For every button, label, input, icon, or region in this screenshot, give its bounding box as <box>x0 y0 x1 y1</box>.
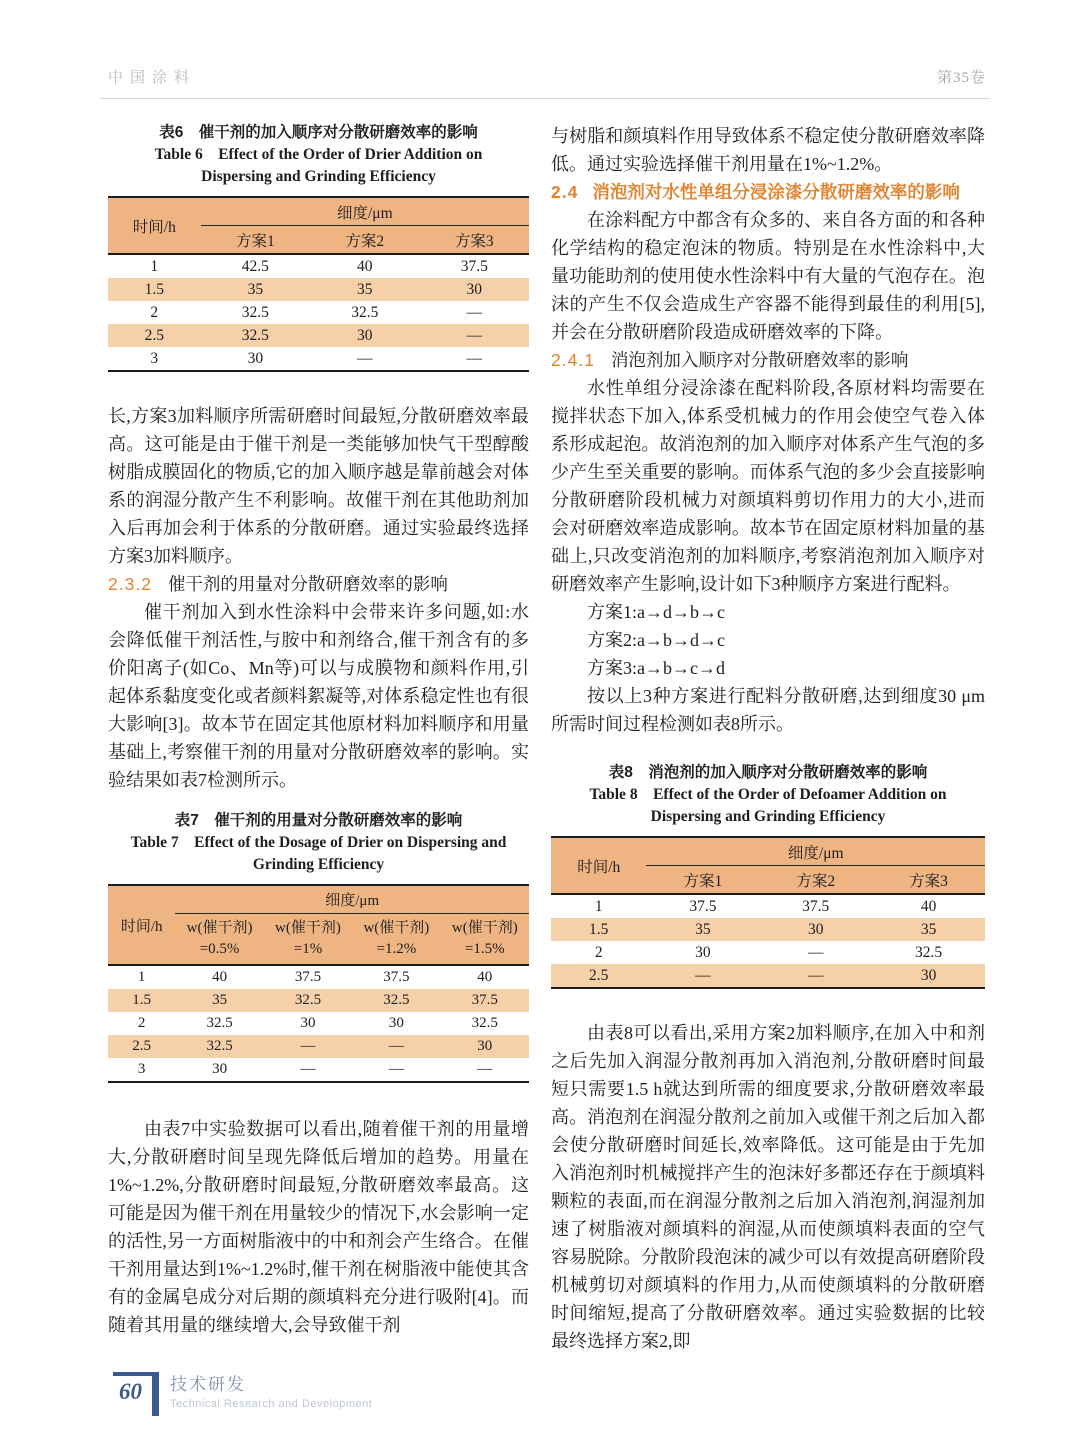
paragraph-foam-intro: 在涂料配方中都含有众多的、来自各方面的和各种化学结构的稳定泡沫的物质。特别是在水性涂料中,大量功能助剂的使用使水性涂料中有大量的气泡存在。泡沫的产生不仅会造成生产容器不能得到最佳的利用[5],并会在分散研磨阶段造成研磨效率的下降。 <box>551 210 985 342</box>
table-cell: 30 <box>759 918 872 941</box>
table7-col-dosage-15 <box>441 914 529 966</box>
scheme-line-1: 方案1:a→d→b→c <box>587 602 725 622</box>
table8-col-scheme1: 方案1 <box>646 866 759 895</box>
paragraph-continuation-right: 与树脂和颜填料作用导致体系不稳定使分散研磨效率降低。通过实验选择催干剂用量在1%~1.2%。 <box>551 126 985 174</box>
table-cell: 2.5 <box>108 1035 175 1058</box>
table8-caption <box>551 762 985 828</box>
table6-caption <box>108 122 529 188</box>
table6-header <box>108 197 529 254</box>
table-cell: 42.5 <box>241 257 269 275</box>
table-row <box>108 254 529 278</box>
table-cell: 32.5 <box>175 1035 263 1058</box>
heading-2-4-title: 消泡剂对水性单组分浸涂漆分散研磨效率的影响 <box>592 182 960 202</box>
table-cell: 40 <box>477 969 493 985</box>
table7-caption <box>108 810 529 876</box>
table-row <box>108 989 529 1012</box>
heading-2-3-2-number: 2.3.2 <box>108 574 152 594</box>
table-row <box>551 918 985 941</box>
table-cell: 3 <box>137 1061 146 1077</box>
table7-col-dosage-12 <box>352 914 440 966</box>
table-cell: 1 <box>137 969 146 985</box>
table-cell: 37.5 <box>294 969 322 985</box>
table8-col-scheme3: 方案3 <box>872 866 985 895</box>
table-cell: 30 <box>310 324 419 347</box>
table8 <box>551 836 985 989</box>
table7 <box>108 884 529 1083</box>
page-footer <box>113 1372 372 1416</box>
table-cell: 32.5 <box>241 303 269 321</box>
left-column <box>108 122 529 1339</box>
table-cell: — <box>477 1061 493 1077</box>
paragraph-scheme-test: 按以上3种方案进行配料分散研磨,达到细度30 μm所需时间过程检测如表8所示。 <box>551 686 985 734</box>
table-row <box>108 347 529 371</box>
table8-header <box>551 837 985 894</box>
footer-section-en: Technical Research and Development <box>170 1398 373 1410</box>
paragraph-defoamer-order: 水性单组分浸涂漆在配料阶段,各原材料均需要在搅拌状态下加入,体系受机械力的作用会使空气卷入体系形成起泡。故消泡剂的加入顺序对体系产生气泡的多少产生至关重要的影响。而体系气泡的多少会直接影响分散研磨阶段机械力对颜填料剪切作用力的大小,进而会对研磨效率造成影响。故本节在固定原材料加量的基础上,只改变消泡剂的加料顺序,考察消泡剂加入顺序对研磨效率产生影响,设计如下3种顺序方案进行配料。 <box>551 378 985 594</box>
table-cell: 32.5 <box>352 989 440 1012</box>
table-row <box>551 894 985 918</box>
table8-col-time: 时间/h <box>551 837 646 894</box>
heading-2-3-2 <box>108 570 529 598</box>
volume-label: 第35卷 <box>936 70 986 86</box>
table7-col-time: 时间/h <box>108 885 175 965</box>
table-cell: 35 <box>175 989 263 1012</box>
table-cell: 1.5 <box>108 989 175 1012</box>
table-cell: 30 <box>300 1015 316 1031</box>
table-cell: 30 <box>695 943 711 961</box>
table-cell: — <box>466 303 482 321</box>
table-cell: 35 <box>872 918 985 941</box>
table8-body <box>551 894 985 988</box>
table8-col-span: 细度/μm <box>646 837 985 866</box>
table-cell: 37.5 <box>802 897 830 915</box>
table-cell: 2.5 <box>551 964 646 988</box>
footer-divider-bar <box>152 1372 159 1416</box>
table7-caption-cn: 表7 催干剂的用量对分散研磨效率的影响 <box>174 812 463 829</box>
table-cell: — <box>420 324 529 347</box>
table-cell: 40 <box>212 969 228 985</box>
table7-col-dosage-1-line2: =1% <box>293 941 323 957</box>
heading-2-4-number: 2.4 <box>551 182 579 202</box>
table-cell: — <box>357 349 373 367</box>
table-row <box>108 1035 529 1058</box>
table-row <box>108 1058 529 1082</box>
footer-section-cn: 技术研发 <box>170 1375 246 1394</box>
table-cell: 1 <box>594 897 603 915</box>
table-row <box>108 1012 529 1035</box>
table-cell: 37.5 <box>460 257 488 275</box>
table-cell: — <box>388 1061 404 1077</box>
table6-caption-cn: 表6 催干剂的加入顺序对分散研磨效率的影响 <box>159 124 478 141</box>
paragraph-continuation-left: 长,方案3加料顺序所需研磨时间最短,分散研磨效率最高。这可能是由于催干剂是一类能够加快气干型醇酸树脂成膜固化的物质,它的加入顺序越是靠前越会对体系的润湿分散产生不利影响。故催干剂在其他助剂加入后再加会利于体系的分散研磨。通过实验最终选择方案3加料顺序。 <box>108 406 529 566</box>
paragraph-table8-discussion: 由表8可以看出,采用方案2加料顺序,在加入中和剂之后先加入润湿分散剂再加入消泡剂,分散研磨时间最短只需要1.5 h就达到所需的细度要求,分散研磨效率最高。消泡剂在润湿分散剂之前加入或催干剂之后加入都会使分散研磨时间延长,效率降低。这可能是由于先加入消泡剂时机械搅拌产生的泡沫好多都还存在于颜填料颗粒的表面,而在润湿分散剂之后加入消泡剂,润湿剂加速了树脂液对颜填料的润湿,从而使颜填料表面的空气容易脱除。分散阶段泡沫的减少可以有效提高研磨阶段机械剪切对颜填料的作用力,从而使颜填料的分散研磨时间缩短,提高了分散研磨效率。通过实验数据的比较最终选择方案2,即 <box>551 1023 985 1351</box>
table-cell: — <box>466 349 482 367</box>
table6-col-scheme1: 方案1 <box>201 226 310 255</box>
table7-col-dosage-12-line1: w(催干剂) <box>363 920 430 936</box>
table-row <box>551 964 985 988</box>
table-cell: 2.5 <box>108 324 201 347</box>
table-cell: 2 <box>594 943 603 961</box>
table7-col-dosage-1-line1: w(催干剂) <box>275 920 341 936</box>
table7-caption-en-line1: Table 7 Effect of the Dosage of Drier on Dispersing and <box>130 834 507 851</box>
table-cell: 30 <box>420 278 529 301</box>
table-cell: 30 <box>388 1015 404 1031</box>
table-cell: 35 <box>646 918 759 941</box>
table-cell: 2 <box>137 1015 146 1031</box>
table-cell: — <box>759 964 872 988</box>
table7-caption-en-line2: Grinding Efficiency <box>252 856 385 873</box>
table-cell: 32.5 <box>471 1015 498 1031</box>
page-header <box>108 66 986 87</box>
table-cell: 30 <box>441 1035 529 1058</box>
heading-2-4-1-title: 消泡剂加入顺序对分散研磨效率的影响 <box>610 350 909 370</box>
table-cell: 35 <box>201 278 310 301</box>
right-column <box>551 122 985 1355</box>
header-rule <box>100 98 990 99</box>
heading-2-4-1 <box>551 346 985 374</box>
table7-col-dosage-05-line2: =0.5% <box>199 941 240 957</box>
table7-col-dosage-15-line1: w(催干剂) <box>451 920 518 936</box>
table-cell: — <box>807 943 824 961</box>
scheme-line-2: 方案2:a→b→d→c <box>587 630 725 650</box>
table8-caption-cn: 表8 消泡剂的加入顺序对分散研磨效率的影响 <box>608 764 928 781</box>
table-cell: 30 <box>212 1061 228 1077</box>
table6-caption-en-line1: Table 6 Effect of the Order of Drier Addition on <box>154 146 483 163</box>
table-row <box>108 324 529 347</box>
table-cell: 37.5 <box>441 989 529 1012</box>
table-cell: 32.5 <box>351 303 379 321</box>
table7-col-dosage-15-line2: =1.5% <box>464 941 505 957</box>
footer-section <box>170 1372 372 1410</box>
table-cell: 32.5 <box>201 324 310 347</box>
table6 <box>108 196 529 372</box>
table6-body <box>108 254 529 371</box>
table-cell: 1.5 <box>551 918 646 941</box>
table6-caption-en-line2: Dispersing and Grinding Efficiency <box>201 168 436 185</box>
table6-col-scheme2: 方案2 <box>310 226 419 255</box>
paragraph-drier-problems: 催干剂加入到水性涂料中会带来许多问题,如:水会降低催干剂活性,与胺中和剂络合,催干剂含有的多价阳离子(如Co、Mn等)可以与成膜物和颜料作用,引起体系黏度变化或者颜料絮凝等,对体系稳定性也有很大影响[3]。故本节在固定其他原材料加料顺序和用量基础上,考察催干剂的用量对分散研磨效率的影响。实验结果如表7检测所示。 <box>108 602 529 790</box>
table7-col-dosage-05-line1: w(催干剂) <box>186 920 253 936</box>
table8-caption-en-line2: Dispersing and Grinding Efficiency <box>650 808 886 825</box>
table8-caption-en-line1: Table 8 Effect of the Order of Defoamer Addition on <box>589 786 947 803</box>
table7-col-dosage-12-line2: =1.2% <box>376 941 417 957</box>
table8-col-scheme2: 方案2 <box>759 866 872 895</box>
table-cell: — <box>300 1061 316 1077</box>
table-cell: 35 <box>310 278 419 301</box>
journal-name: 中国涂料 <box>108 70 197 86</box>
table-cell: 30 <box>872 964 985 988</box>
heading-2-3-2-title: 催干剂的用量对分散研磨效率的影响 <box>167 574 448 594</box>
table-cell: 32.5 <box>915 943 943 961</box>
table-cell: 37.5 <box>383 969 410 985</box>
table-cell: — <box>646 964 759 988</box>
table7-col-dosage-1 <box>264 914 352 966</box>
page-number: 60 <box>113 1372 152 1406</box>
table-row <box>108 301 529 324</box>
table6-col-time: 时间/h <box>108 197 201 254</box>
table7-body <box>108 965 529 1082</box>
table7-col-dosage-05 <box>175 914 263 966</box>
table-row <box>108 965 529 989</box>
table-cell: 30 <box>247 349 264 367</box>
table-cell: 37.5 <box>689 897 717 915</box>
table7-header <box>108 885 529 965</box>
table-cell: 3 <box>150 349 159 367</box>
table-cell: — <box>264 1035 352 1058</box>
table-cell: 32.5 <box>206 1015 233 1031</box>
paragraph-table7-discussion: 由表7中实验数据可以看出,随着催干剂的用量增大,分散研磨时间呈现先降低后增加的趋势。用量在1%~1.2%,分散研磨时间最短,分散研磨效率最高。这可能是因为催干剂在用量较少的情况下,水会影响一定的活性,另一方面树脂液中的中和剂会产生络合。在催干剂用量达到1%~1.2%时,催干剂在树脂液中能使其含有的金属皂成分对后期的颜填料充分进行吸附[4]。而随着其用量的继续增大,会导致催干剂 <box>108 1119 529 1335</box>
heading-2-4 <box>551 178 985 206</box>
table-cell: 1.5 <box>108 278 201 301</box>
table-cell: 1 <box>150 257 159 275</box>
table-cell: 40 <box>920 897 937 915</box>
table-cell: 32.5 <box>264 989 352 1012</box>
table-row <box>551 941 985 964</box>
table-cell: 2 <box>150 303 159 321</box>
heading-2-4-1-number: 2.4.1 <box>551 350 595 370</box>
table-cell: 40 <box>357 257 373 275</box>
table6-col-span: 细度/μm <box>201 197 529 226</box>
scheme-line-3: 方案3:a→b→c→d <box>587 658 725 678</box>
table-row <box>108 278 529 301</box>
table6-col-scheme3: 方案3 <box>420 226 529 255</box>
table-cell: — <box>352 1035 440 1058</box>
table7-col-span: 细度/μm <box>175 885 529 914</box>
